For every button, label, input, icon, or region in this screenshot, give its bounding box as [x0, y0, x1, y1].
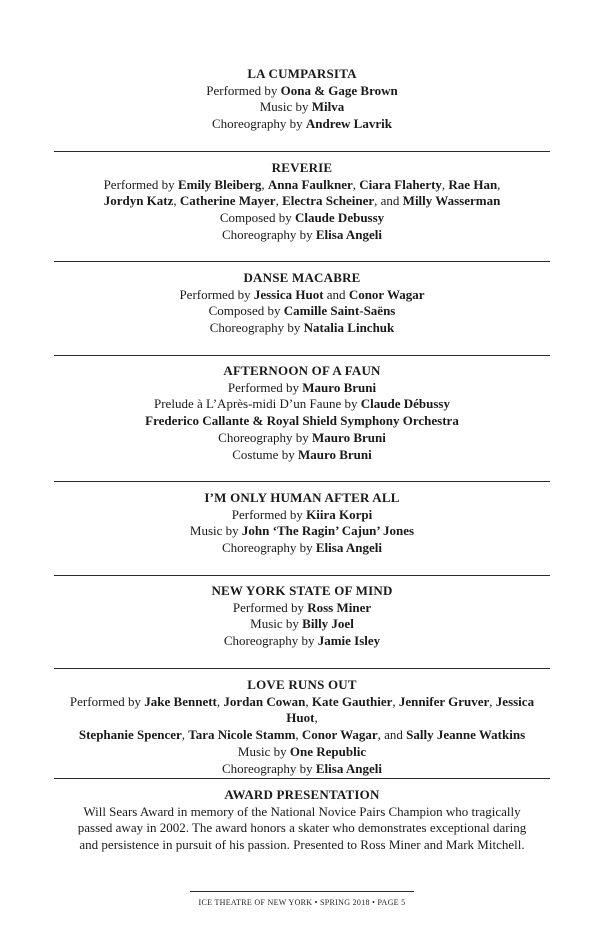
section-divider [54, 355, 550, 356]
credit-line [54, 761, 550, 778]
section-divider [54, 151, 550, 152]
credit-line [54, 380, 550, 397]
credit-line [54, 600, 550, 617]
credit-name: Mauro Bruni [302, 379, 377, 395]
credit-name: Andrew Lavrik [305, 116, 392, 132]
credit-text: , [352, 176, 360, 192]
credit-name: Anna Faulkner [267, 176, 353, 192]
credit-name: Milly Wasserman [402, 193, 501, 209]
credit-name: Mauro Bruni [312, 429, 386, 445]
section-divider [54, 668, 550, 669]
credit-line [54, 116, 550, 133]
performance-section [54, 66, 550, 133]
credit-name: Jessica Huot [253, 286, 324, 302]
performance-title: I’M ONLY HUMAN AFTER ALL [204, 490, 400, 505]
credit-text: , [173, 193, 180, 209]
credit-text: Choreography by [212, 116, 306, 132]
credit-text: Performed by [179, 286, 254, 302]
performance-title: LA CUMPARSITA [247, 66, 357, 81]
section-divider [54, 481, 550, 482]
performance-section [54, 490, 550, 557]
award-line: Will Sears Award in memory of the National Novice Pairs Champion who tragically [83, 803, 521, 819]
award-title: AWARD PRESENTATION [224, 787, 380, 802]
credit-line [54, 177, 550, 194]
section-divider [54, 575, 550, 576]
credit-line [54, 396, 550, 413]
performance-title: REVERIE [271, 160, 333, 175]
credit-line [54, 210, 550, 227]
section-divider [54, 261, 550, 262]
credit-line [54, 227, 550, 244]
credit-name: Kiira Korpi [306, 506, 373, 522]
performance-title: NEW YORK STATE OF MIND [211, 583, 393, 598]
credit-text: Composed by [208, 303, 284, 319]
award-description [54, 804, 550, 854]
footer-divider [190, 891, 414, 892]
credit-text: Choreography by [223, 633, 318, 649]
credit-line [54, 99, 550, 116]
credit-name: Conor Wagar [301, 727, 378, 743]
performance-section [54, 583, 550, 650]
page-footer: ICE THEATRE OF NEW YORK • SPRING 2018 • PAGE 5 [198, 898, 406, 907]
credit-name: Jessica Huot [286, 693, 535, 726]
performance-section [54, 677, 550, 777]
credit-text: Music by [237, 743, 290, 759]
credit-name: Billy Joel [302, 616, 354, 632]
credit-name: Oona & Gage Brown [280, 82, 398, 98]
credit-name: One Republic [289, 743, 367, 759]
credit-text: Performed by [232, 599, 308, 615]
credit-line [54, 616, 550, 633]
credit-line [54, 447, 550, 464]
credit-line [54, 193, 550, 210]
section-divider [54, 778, 550, 779]
credit-line [54, 744, 550, 761]
credit-line [54, 523, 550, 540]
credit-text: Performed by [227, 379, 303, 395]
credit-name: Sally Jeanne Watkins [406, 727, 526, 743]
performance-section [54, 160, 550, 244]
credit-name: Elisa Angeli [315, 760, 382, 776]
credit-name: Natalia Linchuk [303, 320, 395, 336]
credit-name: Catherine Mayer [179, 193, 276, 209]
credit-line [54, 287, 550, 304]
credit-line [54, 507, 550, 524]
credit-text: Performed by [231, 506, 307, 522]
credit-name: Conor Wagar [348, 286, 425, 302]
credit-line [54, 540, 550, 557]
award-line: and persistence in pursuit of his passion. Presented to Ross Miner and Mark Mitchell. [79, 837, 525, 853]
credit-name: Electra Scheiner [282, 193, 375, 209]
credit-text: Music by [250, 616, 303, 632]
credit-name: Ross Miner [307, 599, 372, 615]
credit-name: Kate Gauthier [311, 693, 393, 709]
credit-line [54, 727, 550, 744]
performance-section [54, 270, 550, 337]
credit-text: Costume by [232, 446, 298, 462]
credit-name: Stephanie Spencer [78, 727, 182, 743]
credit-text: Music by [189, 523, 242, 539]
credit-text: Choreography by [209, 320, 304, 336]
credit-name: Camille Saint-Saëns [283, 303, 396, 319]
credit-name: Mauro Bruni [297, 446, 372, 462]
award-section [54, 787, 550, 854]
credit-line [54, 413, 550, 430]
performance-section [54, 363, 550, 463]
credit-text: Choreography by [218, 429, 313, 445]
credit-text: Composed by [219, 210, 295, 226]
credit-text: Performed by [206, 82, 281, 98]
credit-text: Choreography by [222, 540, 316, 556]
credit-name: Ciara Flaherty [359, 176, 442, 192]
credit-line [54, 303, 550, 320]
credit-text: , [305, 693, 312, 709]
credit-line [54, 83, 550, 100]
credit-text: , [489, 693, 496, 709]
credit-text: Performed by [69, 693, 145, 709]
credit-text: Choreography by [222, 226, 316, 242]
credit-text: , and [374, 193, 403, 209]
credit-text: , [181, 727, 189, 743]
credit-line [54, 320, 550, 337]
credit-name: Jennifer Gruver [398, 693, 490, 709]
credit-name: Jordan Cowan [223, 693, 306, 709]
credit-name: Tara Nicole Stamm [188, 727, 296, 743]
credit-text: , [392, 693, 399, 709]
credit-name: John ‘The Ragin’ Cajun’ Jones [241, 523, 415, 539]
credit-text: Choreography by [222, 760, 316, 776]
credit-name: Jake Bennett [144, 693, 217, 709]
credit-text: , [314, 710, 318, 726]
performance-title: DANSE MACABRE [243, 270, 361, 285]
credit-text: , [441, 176, 449, 192]
credit-text: Music by [259, 99, 312, 115]
credit-line [54, 633, 550, 650]
credit-text: , [295, 727, 302, 743]
credit-name: Elisa Angeli [315, 540, 382, 556]
credit-name: Claude Débussy [360, 396, 450, 412]
credit-name: Frederico Callante & Royal Shield Symphony Orchestra [145, 413, 459, 429]
credit-name: Elisa Angeli [315, 226, 382, 242]
credit-name: Milva [311, 99, 345, 115]
credit-text: , [497, 176, 501, 192]
credit-text: , [261, 176, 268, 192]
credit-text: , [216, 693, 224, 709]
credit-text: and [323, 286, 349, 302]
credit-text: Prelude à L’Après-midi D’un Faune by [154, 396, 361, 412]
credit-name: Jordyn Katz [103, 193, 174, 209]
credit-name: Jamie Isley [317, 633, 381, 649]
credit-name: Claude Debussy [294, 210, 385, 226]
award-line: passed away in 2002. The award honors a skater who demonstrates exceptional daring [77, 820, 527, 836]
credit-line [54, 430, 550, 447]
credit-text: , and [377, 727, 407, 743]
credit-name: Rae Han [448, 176, 498, 192]
credit-name: Emily Bleiberg [177, 176, 262, 192]
credit-text: Performed by [103, 176, 178, 192]
credit-text: , [275, 193, 283, 209]
credit-line [54, 694, 550, 727]
performance-title: LOVE RUNS OUT [247, 677, 357, 692]
performance-title: AFTERNOON OF A FAUN [223, 363, 381, 378]
